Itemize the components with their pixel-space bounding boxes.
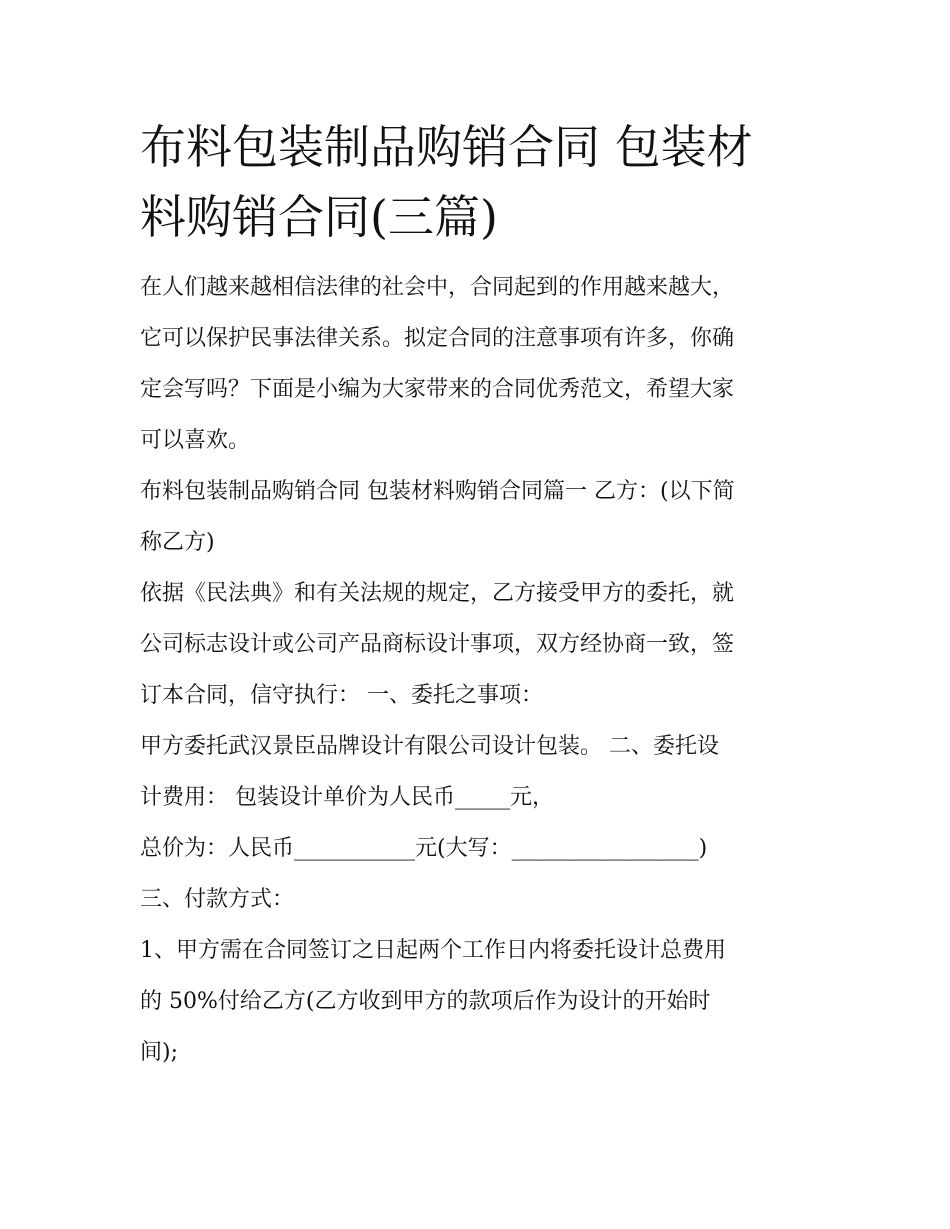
body-line: 订本合同，信守执行： 一、委托之事项：	[140, 683, 543, 708]
body-line: 定会写吗？下面是小编为大家带来的合同优秀范文，希望大家	[140, 377, 735, 402]
body-line: 在人们越来越相信法律的社会中，合同起到的作用越来越大，	[140, 275, 735, 300]
title-line: 料购销合同(三篇)	[140, 190, 498, 244]
body-line: 的 50%付给乙方(乙方收到甲方的款项后作为设计的开始时	[140, 989, 711, 1014]
document-body	[140, 262, 820, 1078]
body-line: 间);	[140, 1040, 178, 1065]
document-title	[140, 112, 820, 252]
body-line: 总价为：人民币___________元(大写：_________________)	[140, 836, 708, 861]
body-line: 甲方委托武汉景臣品牌设计有限公司设计包装。 二、委托设	[140, 734, 719, 759]
title-line: 布料包装制品购销合同 包装材	[140, 120, 753, 174]
body-line: 三、付款方式：	[140, 887, 295, 912]
body-line: 可以喜欢。	[140, 428, 251, 453]
document-page	[140, 112, 820, 1078]
body-line: 计费用： 包装设计单价为人民币_____元，	[140, 785, 554, 810]
body-line: 1、甲方需在合同签订之日起两个工作日内将委托设计总费用	[140, 938, 726, 963]
body-line: 称乙方)	[140, 530, 215, 555]
body-line: 它可以保护民事法律关系。拟定合同的注意事项有许多，你确	[140, 326, 735, 351]
body-line: 布料包装制品购销合同 包装材料购销合同篇一 乙方：(以下简	[140, 479, 735, 504]
body-line: 公司标志设计或公司产品商标设计事项，双方经协商一致，签	[140, 632, 735, 657]
body-line: 依据《民法典》和有关法规的规定，乙方接受甲方的委托，就	[140, 581, 735, 606]
